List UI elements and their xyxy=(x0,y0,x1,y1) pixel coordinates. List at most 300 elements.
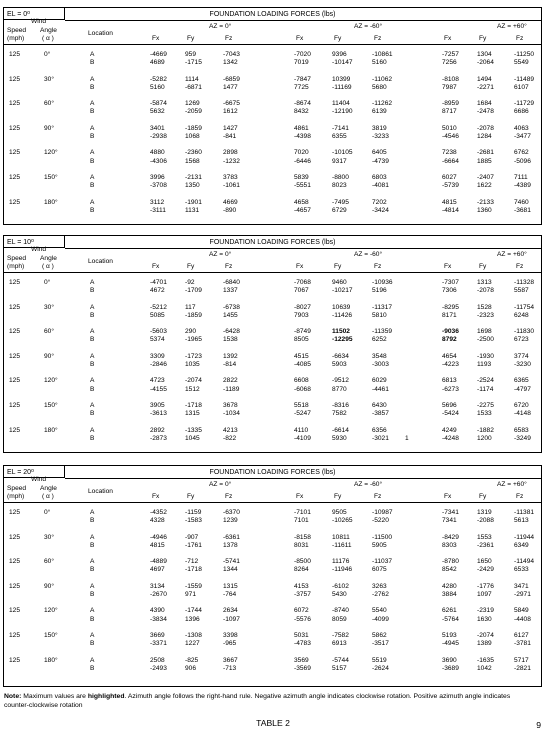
force-value-cell: -2500 xyxy=(477,336,494,344)
force-value-cell: -907 xyxy=(185,533,199,541)
force-value-cell: -764 xyxy=(223,591,237,598)
force-value-cell: 3669 xyxy=(150,632,165,639)
force-value-cell: -4085 xyxy=(294,361,311,368)
location-cell: B xyxy=(90,83,95,91)
force-value-cell: 5010 xyxy=(442,124,457,132)
wind-speed-cell: 125 xyxy=(9,328,21,336)
force-value-cell: -1635 xyxy=(477,656,494,664)
force-value-cell: -6738 xyxy=(223,303,240,311)
force-value-cell: -3681 xyxy=(514,206,531,214)
force-value-cell: 5613 xyxy=(514,517,529,525)
force-value-cell: -3003 xyxy=(372,361,389,368)
force-value-cell: 5810 xyxy=(372,311,387,319)
force-value-cell: 1612 xyxy=(223,108,238,116)
location-cell: B xyxy=(90,434,95,442)
force-value-cell: -8780 xyxy=(442,558,459,566)
location-cell: B xyxy=(90,133,95,140)
force-value-cell: -3233 xyxy=(372,133,389,140)
force-value-cell: 4654 xyxy=(442,352,457,360)
force-value-cell: -2059 xyxy=(185,108,202,116)
location-cell: B xyxy=(90,591,95,598)
location-cell: B xyxy=(90,206,95,214)
wind-speed-cell: 125 xyxy=(9,632,21,639)
force-column-header: Fz xyxy=(516,263,524,270)
location-cell: A xyxy=(90,402,95,409)
force-value-cell: 5696 xyxy=(442,402,457,409)
force-value-cell: 8432 xyxy=(294,108,309,116)
force-value-cell: -1901 xyxy=(185,198,202,206)
force-column-header: Fx xyxy=(152,493,160,500)
wind-angle-cell: 60° xyxy=(44,328,54,336)
force-value-cell: 5430 xyxy=(332,591,347,598)
force-value-cell: 9505 xyxy=(332,509,347,516)
force-value-cell: 6029 xyxy=(372,377,387,385)
wind-angle-cell: 150° xyxy=(44,402,58,409)
force-value-cell: -4099 xyxy=(372,615,389,623)
force-value-cell: -8316 xyxy=(332,402,349,409)
force-value-cell: 6608 xyxy=(294,377,309,385)
wind-angle-cell: 180° xyxy=(44,656,58,664)
location-cell: A xyxy=(90,656,95,664)
force-value-cell: -5764 xyxy=(442,615,459,623)
force-value-cell: -3477 xyxy=(514,133,531,140)
column-header-rule xyxy=(4,502,541,503)
alpha-header: ( α ) xyxy=(42,263,54,270)
force-value-cell: -2064 xyxy=(477,59,494,67)
force-value-cell: 6720 xyxy=(514,402,529,409)
force-value-cell: 5862 xyxy=(372,632,387,639)
force-value-cell: -11426 xyxy=(332,311,353,319)
force-value-cell: 5849 xyxy=(514,607,529,615)
force-value-cell: 1622 xyxy=(477,182,492,190)
force-value-cell: 1304 xyxy=(477,51,492,58)
force-value-cell: 7582 xyxy=(332,410,347,418)
alpha-header: ( α ) xyxy=(42,35,54,42)
force-value-cell: -7307 xyxy=(442,279,459,286)
speed-header: Speed xyxy=(7,27,27,34)
force-value-cell: 117 xyxy=(185,303,196,311)
force-value-cell: 7101 xyxy=(294,517,309,525)
table-title: FOUNDATION LOADING FORCES (lbs) xyxy=(209,11,336,18)
force-value-cell: 6365 xyxy=(514,377,529,385)
location-cell: A xyxy=(90,124,95,132)
force-value-cell: -5424 xyxy=(442,410,459,418)
force-value-cell: 7341 xyxy=(442,517,457,525)
location-cell: B xyxy=(90,385,95,393)
force-value-cell: 1097 xyxy=(477,591,492,598)
force-value-cell: 6075 xyxy=(372,566,387,574)
force-value-cell: 1045 xyxy=(185,434,200,442)
force-column-header: Fz xyxy=(516,493,524,500)
force-value-cell: 1650 xyxy=(477,558,492,566)
location-cell: B xyxy=(90,615,95,623)
table-note xyxy=(4,693,532,710)
location-cell: A xyxy=(90,149,95,157)
location-cell: B xyxy=(90,182,95,190)
wind-speed-cell: 125 xyxy=(9,607,21,615)
azimuth-header: AZ = +60° xyxy=(497,481,527,488)
force-value-cell: 1360 xyxy=(477,206,492,214)
force-value-cell: -4546 xyxy=(442,133,459,140)
force-value-cell: -2821 xyxy=(514,664,531,672)
force-value-cell: 8264 xyxy=(294,566,309,574)
force-column-header: Fy xyxy=(334,493,342,500)
force-value-cell: -8959 xyxy=(442,100,459,108)
force-value-cell: -4945 xyxy=(442,640,459,648)
force-value-cell: -4461 xyxy=(372,385,389,393)
force-value-cell: -965 xyxy=(223,640,237,648)
force-value-cell: 1512 xyxy=(185,385,200,393)
location-header: Location xyxy=(88,258,113,265)
force-value-cell: 10811 xyxy=(332,533,350,541)
force-value-cell: 7020 xyxy=(294,149,309,157)
force-value-cell: 11404 xyxy=(332,100,350,108)
force-column-header: Fz xyxy=(225,493,233,500)
force-value-cell: -2493 xyxy=(150,664,167,672)
force-value-cell: -6859 xyxy=(223,75,240,83)
force-value-cell: -8500 xyxy=(294,558,311,566)
force-value-cell: 1885 xyxy=(477,157,492,165)
force-value-cell: 5196 xyxy=(372,287,387,295)
force-value-cell: 3569 xyxy=(294,656,309,664)
location-header: Location xyxy=(88,488,113,495)
force-value-cell: -2524 xyxy=(477,377,494,385)
force-value-cell: 6248 xyxy=(514,311,529,319)
force-value-cell: 4328 xyxy=(150,517,165,525)
force-value-cell: 8770 xyxy=(332,385,347,393)
force-value-cell: 6813 xyxy=(442,377,457,385)
force-value-cell: 1239 xyxy=(223,517,238,525)
wind-speed-cell: 125 xyxy=(9,75,21,83)
force-value-cell: -3613 xyxy=(150,410,167,418)
force-value-cell: -10265 xyxy=(332,517,353,525)
force-value-cell: 7019 xyxy=(294,59,309,67)
force-value-cell: 4697 xyxy=(150,566,165,574)
force-value-cell: -5744 xyxy=(332,656,349,664)
force-value-cell: 8717 xyxy=(442,108,457,116)
force-value-cell: -4223 xyxy=(442,361,459,368)
page-number: 9 xyxy=(536,720,541,730)
force-value-cell: 6355 xyxy=(332,133,347,140)
force-value-cell: -7582 xyxy=(332,632,349,639)
force-value-cell: 1227 xyxy=(185,640,200,648)
force-value-cell: 9396 xyxy=(332,51,347,58)
force-value-cell: 3263 xyxy=(372,582,387,590)
force-value-cell: 5717 xyxy=(514,656,529,664)
location-cell: B xyxy=(90,566,95,574)
location-cell: A xyxy=(90,198,95,206)
location-cell: A xyxy=(90,509,95,516)
force-value-cell: -2323 xyxy=(477,311,494,319)
force-value-cell: 3134 xyxy=(150,582,165,590)
force-value-cell: 4658 xyxy=(294,198,309,206)
location-cell: A xyxy=(90,328,95,336)
force-column-header: Fy xyxy=(187,493,195,500)
force-value-cell: 4390 xyxy=(150,607,165,615)
force-value-cell: -92 xyxy=(185,279,195,286)
force-value-cell: 3112 xyxy=(150,198,165,206)
force-value-cell: 7202 xyxy=(372,198,387,206)
force-value-cell: -10105 xyxy=(332,149,353,157)
force-value-cell: 1315 xyxy=(185,410,200,418)
force-value-cell: 6723 xyxy=(514,336,529,344)
force-value-cell: -11946 xyxy=(332,566,353,574)
force-value-cell: -2074 xyxy=(185,377,202,385)
force-value-cell: -6840 xyxy=(223,279,240,286)
force-value-cell: -4797 xyxy=(514,385,531,393)
force-value-cell: 906 xyxy=(185,664,197,672)
force-value-cell: 3819 xyxy=(372,124,387,132)
force-value-cell: -4081 xyxy=(372,182,389,190)
location-cell: A xyxy=(90,303,95,311)
force-value-cell: -3689 xyxy=(442,664,459,672)
force-value-cell: -4352 xyxy=(150,509,167,516)
force-value-cell: -4889 xyxy=(150,558,167,566)
note-text-1: Maximum values are xyxy=(21,693,88,700)
location-cell: A xyxy=(90,607,95,615)
force-value-cell: -5282 xyxy=(150,75,167,83)
force-value-cell: 4063 xyxy=(514,124,529,132)
force-value-cell: -12295 xyxy=(332,336,353,344)
force-value-cell: -6428 xyxy=(223,328,240,336)
force-value-cell: 5031 xyxy=(294,632,309,639)
azimuth-header: AZ = 0° xyxy=(209,481,232,488)
wind-speed-cell: 125 xyxy=(9,279,21,286)
force-value-cell: -6675 xyxy=(223,100,240,108)
force-value-cell: 3309 xyxy=(150,352,165,360)
force-value-cell: -6871 xyxy=(185,83,202,91)
wind-speed-cell: 125 xyxy=(9,149,21,157)
force-value-cell: 1337 xyxy=(223,287,238,295)
force-value-cell: -4739 xyxy=(372,157,389,165)
force-value-cell: -6634 xyxy=(332,352,349,360)
force-value-cell: -4306 xyxy=(150,157,167,165)
force-value-cell: 1533 xyxy=(477,410,492,418)
force-value-cell: -1715 xyxy=(185,59,202,67)
force-value-cell: 6686 xyxy=(514,108,529,116)
location-cell: A xyxy=(90,426,95,434)
force-value-cell: -10147 xyxy=(332,59,353,67)
force-value-cell: 1068 xyxy=(185,133,200,140)
force-value-cell: -6361 xyxy=(223,533,240,541)
force-value-cell: -1723 xyxy=(185,352,202,360)
force-value-cell: -825 xyxy=(185,656,199,664)
force-value-cell: 5160 xyxy=(150,83,165,91)
force-value-cell: -7043 xyxy=(223,51,240,58)
force-value-cell: 4249 xyxy=(442,426,457,434)
force-value-cell: 5587 xyxy=(514,287,529,295)
force-column-header: Fx xyxy=(152,263,160,270)
force-value-cell: 1114 xyxy=(185,75,199,83)
force-value-cell: -7101 xyxy=(294,509,311,516)
force-value-cell: 1538 xyxy=(223,336,238,344)
force-value-cell: 6762 xyxy=(514,149,529,157)
azimuth-header: AZ = +60° xyxy=(497,23,527,30)
force-value-cell: 8303 xyxy=(442,541,457,549)
force-value-cell: -2681 xyxy=(477,149,494,157)
force-value-cell: -2361 xyxy=(477,541,494,549)
force-value-cell: 10399 xyxy=(332,75,351,83)
force-value-cell: -11328 xyxy=(514,279,535,286)
wind-angle-cell: 90° xyxy=(44,124,54,132)
note-text-2: . Azimuth angle follows the right-hand rule. Negative azimuth angle indicates clockwise rotation. Positive azimuth angle indicates counter-clockwise rotation xyxy=(4,693,511,709)
force-column-header: Fx xyxy=(444,263,452,270)
force-value-cell: -11830 xyxy=(514,328,535,336)
force-value-cell: -6614 xyxy=(332,426,349,434)
wind-angle-cell: 60° xyxy=(44,100,54,108)
force-table-el20 xyxy=(3,465,542,687)
force-value-cell: -5247 xyxy=(294,410,311,418)
wind-angle-cell: 150° xyxy=(44,632,58,639)
force-column-header: Fx xyxy=(296,263,304,270)
force-value-cell: -1930 xyxy=(477,352,494,360)
force-value-cell: 3996 xyxy=(150,174,165,181)
azimuth-header: AZ = +60° xyxy=(497,251,527,258)
force-value-cell: 4515 xyxy=(294,352,309,360)
force-value-cell: 11502 xyxy=(332,328,350,336)
wind-speed-cell: 125 xyxy=(9,352,21,360)
force-value-cell: -8740 xyxy=(332,607,349,615)
location-cell: B xyxy=(90,157,95,165)
wind-angle-cell: 30° xyxy=(44,303,54,311)
force-table-el0 xyxy=(3,7,542,225)
force-value-cell: 5518 xyxy=(294,402,309,409)
force-value-cell: -1559 xyxy=(185,582,202,590)
speed-header: Speed xyxy=(7,255,27,262)
force-value-cell: -3230 xyxy=(514,361,531,368)
force-value-cell: 2634 xyxy=(223,607,238,615)
wind-speed-cell: 125 xyxy=(9,377,21,385)
force-value-cell: -3781 xyxy=(514,640,531,648)
wind-angle-cell: 30° xyxy=(44,533,54,541)
force-value-cell: 3401 xyxy=(150,124,165,132)
force-value-cell: -1034 xyxy=(223,410,240,418)
force-value-cell: 3398 xyxy=(223,632,238,639)
force-value-cell: -6273 xyxy=(442,385,459,393)
force-value-cell: -8674 xyxy=(294,100,311,108)
force-value-cell: 5903 xyxy=(332,361,347,368)
force-value-cell: -11317 xyxy=(372,303,393,311)
force-value-cell: -4389 xyxy=(514,182,531,190)
force-value-cell: -11944 xyxy=(514,533,535,541)
force-value-cell: -1335 xyxy=(185,426,202,434)
force-value-cell: -890 xyxy=(223,206,237,214)
force-value-cell: 6405 xyxy=(372,149,387,157)
table-caption: TABLE 2 xyxy=(256,718,290,728)
force-value-cell: -822 xyxy=(223,434,237,442)
force-value-cell: -11754 xyxy=(514,303,535,311)
force-column-header: Fy xyxy=(479,493,487,500)
force-value-cell: 7067 xyxy=(294,287,309,295)
force-column-header: Fy xyxy=(187,263,195,270)
force-value-cell: 1684 xyxy=(477,100,492,108)
force-value-cell: 1389 xyxy=(477,640,492,648)
force-column-header: Fy xyxy=(334,35,342,42)
force-value-cell: -5741 xyxy=(223,558,240,566)
force-value-cell: 7256 xyxy=(442,59,457,67)
force-value-cell: 6127 xyxy=(514,632,529,639)
location-cell: B xyxy=(90,108,95,116)
stray-mark: 1 xyxy=(405,434,409,442)
force-value-cell: 4723 xyxy=(150,377,165,385)
azimuth-header: AZ = 0° xyxy=(209,251,232,258)
wind-speed-cell: 125 xyxy=(9,558,21,566)
force-value-cell: 5160 xyxy=(372,59,387,67)
force-value-cell: 8792 xyxy=(442,336,457,344)
force-value-cell: 4153 xyxy=(294,582,309,590)
wind-speed-cell: 125 xyxy=(9,124,21,132)
force-value-cell: 8171 xyxy=(442,311,457,319)
force-value-cell: 1455 xyxy=(223,311,238,319)
wind-angle-cell: 0° xyxy=(44,51,51,58)
force-column-header: Fy xyxy=(479,35,487,42)
force-value-cell: -1232 xyxy=(223,157,240,165)
force-value-cell: -1882 xyxy=(477,426,494,434)
force-value-cell: -2131 xyxy=(185,174,202,181)
force-value-cell: 3905 xyxy=(150,402,165,409)
wind-speed-cell: 125 xyxy=(9,198,21,206)
force-value-cell: -10217 xyxy=(332,287,353,295)
force-value-cell: -11494 xyxy=(514,558,535,566)
force-value-cell: -7847 xyxy=(294,75,311,83)
force-value-cell: 6252 xyxy=(372,336,387,344)
wind-speed-cell: 125 xyxy=(9,303,21,311)
force-value-cell: 5680 xyxy=(372,83,387,91)
force-value-cell: 6583 xyxy=(514,426,529,434)
force-value-cell: -2088 xyxy=(477,517,494,525)
force-value-cell: -2360 xyxy=(185,149,202,157)
force-value-cell: -8749 xyxy=(294,328,311,336)
header-rule xyxy=(65,478,541,479)
force-value-cell: 4280 xyxy=(442,582,457,590)
force-value-cell: 6803 xyxy=(372,174,387,181)
force-column-header: Fy xyxy=(187,35,195,42)
location-cell: A xyxy=(90,582,95,590)
force-value-cell: -5096 xyxy=(514,157,531,165)
force-value-cell: -1761 xyxy=(185,541,202,549)
force-column-header: Fz xyxy=(225,263,233,270)
force-value-cell: -6664 xyxy=(442,157,459,165)
force-value-cell: -1709 xyxy=(185,287,202,295)
force-value-cell: -1744 xyxy=(185,607,202,615)
force-value-cell: -4814 xyxy=(442,206,459,214)
force-value-cell: 5549 xyxy=(514,59,529,67)
force-value-cell: 2892 xyxy=(150,426,165,434)
location-cell: B xyxy=(90,640,95,648)
force-value-cell: 1396 xyxy=(185,615,200,623)
force-column-header: Fz xyxy=(374,263,382,270)
force-value-cell: 4672 xyxy=(150,287,165,295)
location-cell: A xyxy=(90,100,95,108)
force-value-cell: -1583 xyxy=(185,517,202,525)
force-value-cell: 1193 xyxy=(477,361,492,368)
force-value-cell: 8542 xyxy=(442,566,457,574)
force-value-cell: -2407 xyxy=(477,174,494,181)
force-column-header: Fx xyxy=(444,493,452,500)
force-value-cell: -2846 xyxy=(150,361,167,368)
column-header-rule xyxy=(4,44,541,45)
speed-header: Speed xyxy=(7,485,27,492)
wind-angle-cell: 90° xyxy=(44,352,54,360)
force-value-cell: -4398 xyxy=(294,133,311,140)
degree-mark: o xyxy=(31,238,34,244)
force-value-cell: 1313 xyxy=(477,279,492,286)
table-title: FOUNDATION LOADING FORCES (lbs) xyxy=(209,469,336,476)
force-value-cell: -10987 xyxy=(372,509,393,516)
wind-speed-cell: 125 xyxy=(9,426,21,434)
force-value-cell: 2898 xyxy=(223,149,238,157)
force-value-cell: -10936 xyxy=(372,279,393,286)
